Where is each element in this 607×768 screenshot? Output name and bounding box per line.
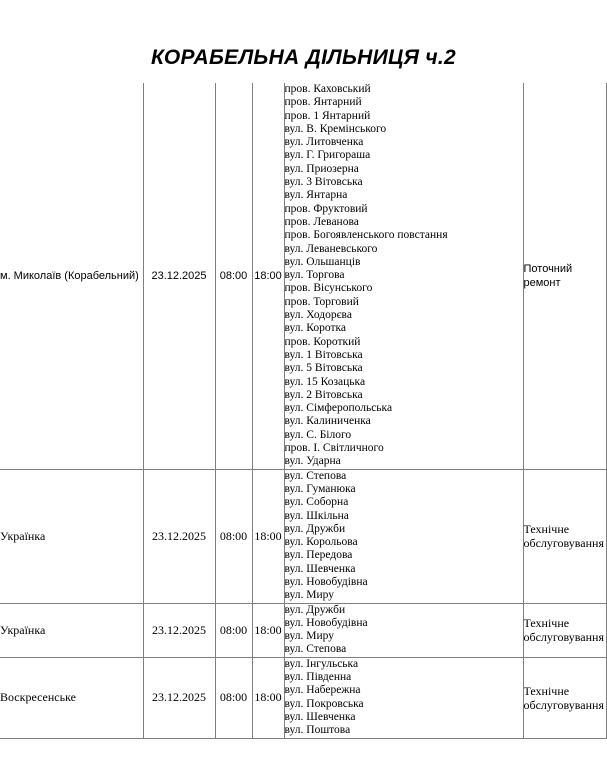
street-line: вул. Передова [284, 549, 353, 562]
street-line: пров. Короткий [284, 335, 361, 348]
street-line: пров. Каховський [284, 83, 371, 95]
street-line: вул. Соборна [284, 496, 349, 509]
location-cell: Воскресенське [0, 657, 143, 738]
street-line: вул. 1 Вітовська [284, 348, 363, 361]
street-line: вул. Ходорєва [284, 309, 352, 322]
street-line: вул. Г. Григораша [284, 149, 371, 162]
street-line: вул. Коротка [284, 322, 347, 335]
end-time-cell: 18:00 [252, 657, 284, 738]
street-line: вул. Південна [284, 671, 352, 684]
street-line: вул. Корольова [284, 536, 358, 549]
street-line: вул. Інгульська [284, 657, 359, 670]
start-time-cell: 08:00 [215, 657, 252, 738]
table-row [0, 657, 606, 738]
work-type-cell: Технічне обслуговування [523, 469, 606, 603]
streets-cell [284, 469, 523, 603]
street-line: вул. Дружби [284, 603, 346, 616]
street-line: вул. Степова [284, 469, 347, 482]
location-cell: м. Миколаїв (Корабельний) [0, 83, 143, 469]
street-line: вул. 2 Вітовська [284, 388, 363, 401]
street-line: вул. Дружби [284, 522, 346, 535]
location-cell: Українка [0, 469, 143, 603]
start-time-cell: 08:00 [215, 603, 252, 657]
streets-cell [284, 83, 523, 469]
street-line: вул. Миру [284, 630, 334, 643]
street-line: вул. Покровська [284, 697, 364, 710]
street-line: вул. Миру [284, 589, 334, 602]
date-cell: 23.12.2025 [143, 469, 215, 603]
street-line: вул. 5 Вітовська [284, 362, 363, 375]
street-line: вул. 15 Козацька [284, 375, 366, 388]
street-line: вул. Поштова [284, 724, 351, 737]
street-line: вул. Гуманюка [284, 482, 356, 495]
street-line: вул. Шкільна [284, 509, 349, 522]
street-line: вул. Новобудівна [284, 575, 368, 588]
streets-cell [284, 657, 523, 738]
page-title: КОРАБЕЛЬНА ДІЛЬНИЦЯ ч.2 [150, 46, 457, 69]
table-body [0, 83, 606, 738]
table-row [0, 469, 606, 603]
street-line: вул. Степова [284, 643, 347, 656]
street-line: вул. Шевченка [284, 562, 356, 575]
street-line: вул. Янтарна [284, 189, 348, 202]
street-line: пров. Торговий [284, 295, 359, 308]
table-row [0, 83, 606, 469]
street-line: вул. Ольшанців [284, 255, 361, 268]
street-line: вул. Леваневського [284, 242, 378, 255]
street-line: вул. Литовченка [284, 136, 364, 149]
end-time-cell: 18:00 [252, 603, 284, 657]
street-line: пров. Вісунського [284, 282, 373, 295]
street-line: вул. Ударна [284, 455, 341, 468]
street-line: пров. Леванова [284, 215, 359, 228]
start-time-cell: 08:00 [215, 83, 252, 469]
table-row [0, 603, 606, 657]
end-time-cell: 18:00 [252, 469, 284, 603]
street-line: вул. В. Кремінського [284, 122, 387, 135]
location-cell: Українка [0, 603, 143, 657]
street-line: пров. Богоявленського повстання [284, 229, 448, 242]
date-cell: 23.12.2025 [143, 83, 215, 469]
work-type-cell: Поточний ремонт [523, 83, 606, 469]
date-cell: 23.12.2025 [143, 603, 215, 657]
work-type-cell: Технічне обслуговування [523, 657, 606, 738]
outage-schedule-table [0, 83, 607, 739]
street-line: вул. Новобудівна [284, 616, 368, 629]
end-time-cell: 18:00 [252, 83, 284, 469]
street-line: вул. Сімферопольська [284, 402, 393, 415]
street-line: вул. Приозерна [284, 162, 359, 175]
date-cell: 23.12.2025 [143, 657, 215, 738]
start-time-cell: 08:00 [215, 469, 252, 603]
street-line: пров. І. Світличного [284, 442, 384, 455]
street-line: вул. Калиниченка [284, 415, 371, 428]
street-line: вул. Набережна [284, 684, 361, 697]
work-type-cell: Технічне обслуговування [523, 603, 606, 657]
street-line: вул. Шевченка [284, 710, 356, 723]
street-line: вул. Торгова [284, 269, 345, 282]
streets-cell [284, 603, 523, 657]
street-line: вул. 3 Вітовська [284, 176, 363, 189]
street-line: вул. С. Білого [284, 428, 352, 441]
street-line: пров. Фруктовий [284, 202, 368, 215]
street-line: пров. 1 Янтарний [284, 109, 371, 122]
street-line: пров. Янтарний [284, 96, 362, 109]
